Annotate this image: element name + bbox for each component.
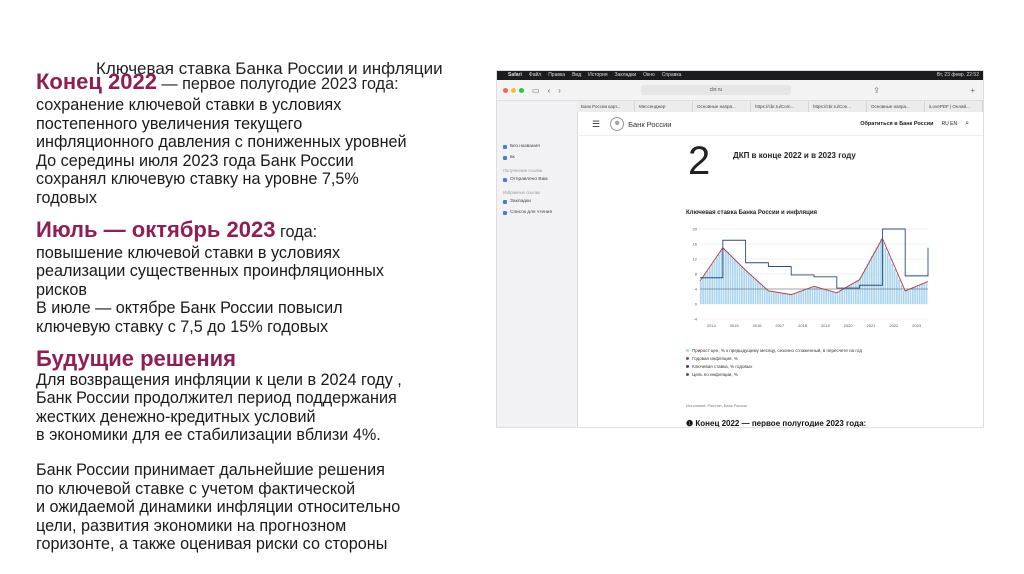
chart-source: Источники: Росстат, Банк России <box>686 403 747 408</box>
reading-list-icon <box>503 211 507 215</box>
menu-window[interactable]: Окно <box>643 72 655 78</box>
block2-heading-tail: года: <box>275 222 318 241</box>
growth-bar <box>853 283 855 304</box>
growth-bar <box>919 284 921 304</box>
chart-title: Ключевая ставка Банка России и инфляция <box>686 210 818 216</box>
growth-bar <box>835 292 837 304</box>
browser-tab[interactable]: https://cbr.ru/Con... <box>809 101 867 112</box>
y-tick-label: 20 <box>692 226 697 232</box>
growth-bar <box>734 259 736 304</box>
growth-bar <box>850 284 852 304</box>
browser-toolbar <box>497 80 983 101</box>
growth-bar <box>869 260 871 304</box>
menu-view[interactable]: Вид <box>572 72 582 78</box>
growth-bar <box>773 292 775 304</box>
text-line: До середины июля 2023 года Банк России <box>36 151 354 170</box>
browser-tab[interactable]: Основные напра... <box>693 101 751 112</box>
growth-bar <box>807 288 809 304</box>
y-tick-label: -4 <box>693 316 697 322</box>
shared-icon <box>503 178 507 182</box>
growth-bar <box>823 289 825 304</box>
text-line: и ожидаемой динамики инфляции относительно <box>36 498 401 517</box>
embedded-browser-screenshot <box>496 70 984 428</box>
block2-heading: Июль — октябрь 2023 <box>36 216 276 242</box>
growth-bar <box>894 269 896 304</box>
y-tick-label: 12 <box>692 256 697 262</box>
growth-bar <box>748 273 750 304</box>
growth-bar <box>821 289 823 304</box>
growth-bar <box>732 257 734 304</box>
language-switch[interactable]: RU EN <box>941 121 958 127</box>
left-text-column <box>36 70 476 554</box>
text-line: сохранял ключевую ставку на уровне 7,5% <box>36 170 359 189</box>
legend-marker <box>686 365 689 368</box>
legend-item: Ключевая ставка, % годовых <box>686 364 862 369</box>
close-window-button[interactable] <box>503 88 508 93</box>
sidebar-item-shared-with-you[interactable]: Отправлено Вам <box>497 174 577 185</box>
growth-bar <box>873 252 875 304</box>
block-jul-oct-2023 <box>36 218 476 337</box>
x-tick-label: 2014 <box>706 323 716 328</box>
section-title: ДКП в конце 2022 и в 2023 году <box>733 151 856 160</box>
growth-bar <box>866 264 868 304</box>
browser-tab[interactable]: Мессенджер <box>635 101 693 112</box>
text-line: Банк России принимает дальнейшие решения <box>36 460 385 479</box>
text-line: в экономики для ее стабилизации вблизи 4%. <box>36 426 381 445</box>
chart-legend <box>686 348 862 380</box>
growth-bar <box>764 287 766 304</box>
text-line: повышение ключевой ставки в условиях <box>36 243 341 262</box>
growth-bar <box>798 292 800 304</box>
growth-bar <box>766 289 768 304</box>
web-page <box>578 113 983 427</box>
menu-edit[interactable]: Правка <box>548 72 566 78</box>
growth-bar <box>837 292 839 304</box>
block1-heading-tail: — первое полугодие 2023 года: <box>156 75 399 93</box>
menu-bookmarks[interactable]: Закладки <box>614 72 637 78</box>
growth-bar <box>903 290 905 304</box>
growth-bar <box>743 268 745 304</box>
growth-bar <box>707 271 709 304</box>
growth-bar <box>757 281 759 304</box>
growth-bar <box>727 253 729 304</box>
growth-bar <box>832 292 834 304</box>
growth-bar <box>830 291 832 304</box>
sidebar-toggle-icon[interactable]: ▭ <box>532 85 540 95</box>
y-tick-label: 4 <box>694 286 697 292</box>
block3-heading: Будущие решения <box>36 345 237 371</box>
growth-bar <box>711 264 713 304</box>
sidebar-item-untitled[interactable]: Без названия <box>497 141 577 152</box>
slide-title: Ключевая ставка Банка России и инфляции <box>96 59 443 78</box>
y-tick-label: 16 <box>692 241 697 247</box>
growth-bar <box>889 259 891 304</box>
mac-menubar <box>497 71 983 80</box>
growth-bar <box>789 294 791 304</box>
browser-tab[interactable]: Банк России карт... <box>577 101 635 112</box>
bookmark-icon <box>503 200 507 204</box>
growth-bar <box>700 281 702 304</box>
address-bar[interactable]: cbr.ru <box>641 85 791 95</box>
growth-bar <box>787 294 789 304</box>
sidebar-fav-heading: Избранные ссылки <box>503 190 540 195</box>
growth-bar <box>805 289 807 304</box>
text-line: сохранение ключевой ставки в условиях <box>36 96 342 114</box>
growth-bar <box>762 285 764 304</box>
text-line: В июле — октябре Банк России повысил <box>36 299 343 318</box>
growth-bar <box>702 278 704 304</box>
section-number: 2 <box>688 139 711 183</box>
text-line: цели, развития экономики на прогнозном <box>36 516 347 535</box>
text-line: ключевую ставку с 7,5 до 15% годовых <box>36 317 329 336</box>
text-line: годовых <box>36 188 97 207</box>
minimize-window-button[interactable] <box>511 88 516 93</box>
growth-bar <box>750 275 752 304</box>
x-tick-label: 2016 <box>752 323 762 328</box>
growth-bar <box>709 268 711 304</box>
new-tab-icon[interactable]: + <box>970 85 975 95</box>
growth-bar <box>907 289 909 304</box>
growth-bar <box>864 268 866 304</box>
sidebar-item-reading-list[interactable]: Список для чтения <box>497 207 577 218</box>
legend-marker <box>686 349 689 352</box>
block1-heading: Конец 2022 <box>36 69 157 94</box>
growth-bar <box>901 285 903 304</box>
growth-bar <box>825 290 827 304</box>
growth-bar <box>892 264 894 304</box>
growth-bar <box>768 291 770 304</box>
zoom-window-button[interactable] <box>519 88 524 93</box>
text-line: рисков <box>36 280 88 299</box>
site-logo-text[interactable]: Банк России <box>628 119 672 129</box>
growth-bar <box>780 293 782 304</box>
growth-bar <box>736 262 738 304</box>
growth-bar <box>812 287 814 304</box>
x-tick-label: 2015 <box>729 323 739 328</box>
growth-bar <box>775 292 777 304</box>
growth-bar <box>816 287 818 304</box>
legend-item: Годовая инфляция, % <box>686 356 862 361</box>
x-tick-label: 2018 <box>798 323 808 328</box>
bank-logo-icon[interactable]: ❁ <box>610 117 624 131</box>
back-icon[interactable]: ‹ <box>547 85 551 95</box>
growth-bar <box>905 290 907 304</box>
browser-tab[interactable]: https://cbr.ru/Com... <box>751 101 809 112</box>
growth-bar <box>923 282 925 304</box>
growth-bar <box>844 288 846 304</box>
growth-bar <box>730 255 732 304</box>
growth-bar <box>887 253 889 304</box>
growth-bar <box>759 283 761 304</box>
sidebar-item-vk[interactable]: вк <box>497 152 577 163</box>
menubar-clock: Вт, 23 февр. 22:52 <box>936 72 979 78</box>
growth-bar <box>871 256 873 304</box>
growth-bar <box>741 266 743 304</box>
window-controls <box>503 88 524 93</box>
growth-bar <box>876 248 878 304</box>
menu-app[interactable]: Safari <box>508 72 522 78</box>
text-line: жестких денежно-кредитных условий <box>36 407 316 426</box>
legend-item: Цель по инфляции, % <box>686 372 862 377</box>
growth-bar <box>857 280 859 304</box>
tab-bar <box>577 101 983 112</box>
growth-bar <box>860 277 862 304</box>
legend-marker <box>686 357 689 360</box>
growth-bar <box>746 271 748 304</box>
growth-bar <box>800 291 802 304</box>
browser-tab[interactable]: iLovePDF | Онлай... <box>925 101 983 112</box>
sidebar-shared-heading: Полученные ссылки <box>503 168 543 173</box>
block-future <box>36 347 476 445</box>
growth-bar <box>828 291 830 304</box>
tab-group-icon <box>503 156 507 160</box>
growth-bar <box>809 288 811 304</box>
menu-help[interactable]: Справка <box>661 72 682 78</box>
rate-inflation-chart <box>686 223 936 333</box>
browser-tab[interactable]: Основные напра... <box>867 101 925 112</box>
growth-bar <box>878 243 880 304</box>
text-line: горизонте, а также оценивая риски со стороны <box>36 535 388 554</box>
block-end-2022 <box>36 70 476 208</box>
menu-icon[interactable]: ☰ <box>592 118 601 129</box>
x-tick-label: 2017 <box>775 323 785 328</box>
sidebar-item-bookmarks[interactable]: Закладки <box>497 196 577 207</box>
x-tick-label: 2023 <box>912 323 922 328</box>
forward-icon[interactable]: › <box>558 85 561 95</box>
growth-bar <box>796 293 798 304</box>
legend-marker <box>686 373 689 376</box>
growth-bar <box>778 293 780 304</box>
legend-item: Прирост цен, % к предыдущему месяцу, сезонно сглаженный, в пересчете на год <box>686 348 862 353</box>
growth-bar <box>803 290 805 304</box>
growth-bar <box>921 283 923 304</box>
text-line: постепенного увеличения текущего <box>36 114 303 133</box>
growth-bar <box>841 289 843 304</box>
growth-bar <box>910 288 912 304</box>
text-line: по ключевой ставке с учетом фактической <box>36 479 356 498</box>
growth-bar <box>917 285 919 304</box>
growth-bar <box>885 248 887 304</box>
growth-bar <box>839 291 841 304</box>
text-line: инфляционного давления с пониженных уровней <box>36 133 407 152</box>
text-line: реализации существенных проинфляционных <box>36 262 384 281</box>
contact-link[interactable]: Обратиться в Банк России <box>860 121 934 127</box>
x-tick-label: 2022 <box>889 323 899 328</box>
x-tick-label: 2019 <box>820 323 830 328</box>
safari-sidebar <box>497 101 578 427</box>
growth-bar <box>855 281 857 304</box>
growth-bar <box>862 273 864 304</box>
text-line: Для возвращения инфляции к цели в 2024 году , <box>36 370 402 389</box>
growth-bar <box>793 293 795 304</box>
growth-bar <box>784 294 786 304</box>
growth-bar <box>755 279 757 304</box>
y-tick-label: 0 <box>694 301 697 307</box>
growth-bar <box>880 239 882 304</box>
x-tick-label: 2021 <box>866 323 876 328</box>
growth-bar <box>926 282 928 305</box>
menu-history[interactable]: История <box>588 72 608 78</box>
growth-bar <box>819 288 821 304</box>
growth-bar <box>782 293 784 304</box>
growth-bar <box>771 291 773 304</box>
growth-bar <box>739 264 741 304</box>
y-tick-label: 8 <box>694 271 697 277</box>
site-header <box>578 113 983 136</box>
growth-bar <box>725 250 727 304</box>
bottom-heading: ❶ Конец 2022 — первое полугодие 2023 года: <box>686 419 867 428</box>
tab-group-icon <box>503 145 507 149</box>
growth-bar <box>791 294 793 304</box>
growth-bar <box>912 287 914 304</box>
x-tick-label: 2020 <box>843 323 853 328</box>
growth-bar <box>714 261 716 304</box>
search-icon[interactable]: ⌕ <box>965 120 969 127</box>
share-icon[interactable]: ⇪ <box>873 85 880 95</box>
growth-bar <box>898 280 900 304</box>
growth-bar <box>718 254 720 304</box>
growth-bar <box>716 258 718 304</box>
block-decisions <box>36 461 476 554</box>
growth-bar <box>752 277 754 304</box>
menu-file[interactable]: Файл <box>528 72 542 78</box>
text-line: Банк России продолжител период поддержания <box>36 389 397 408</box>
